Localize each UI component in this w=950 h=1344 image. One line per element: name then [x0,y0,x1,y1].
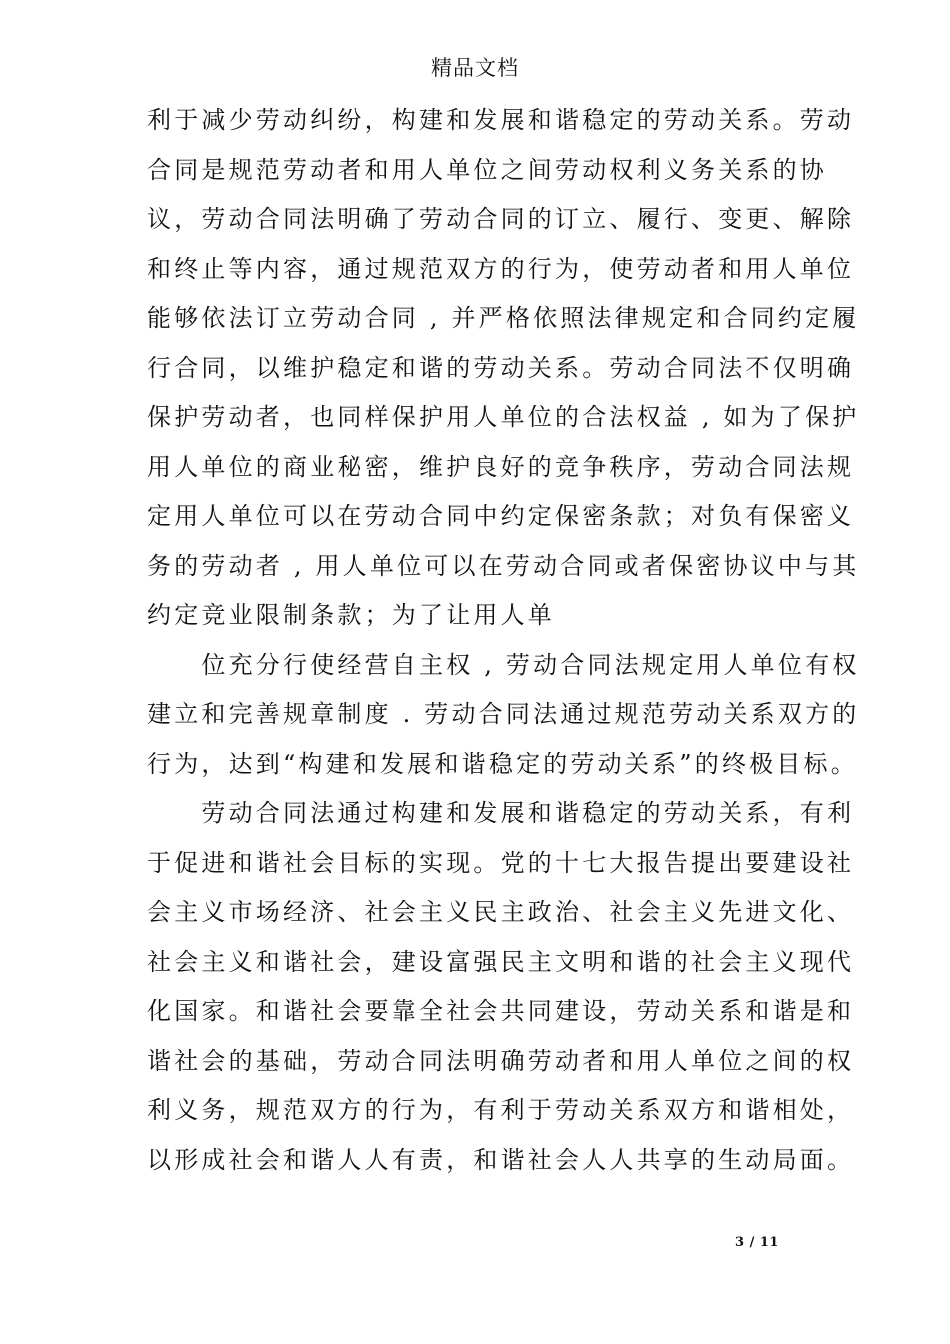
body-line: 会主义市场经济、社会主义民主政治、社会主义先进文化、 [147,898,855,926]
body-line: 化国家。和谐社会要靠全社会共同建设，劳动关系和谐是和 [147,997,855,1025]
body-line: 以形成社会和谐人人有责，和谐社会人人共享的生动局面。 [147,1145,855,1174]
body-line: 议，劳动合同法明确了劳动合同的订立、履行、变更、解除 [147,205,855,233]
body-line: 和终止等内容，通过规范双方的行为，使劳动者和用人单位 [147,254,855,283]
body-line: 务的劳动者 , 用人单位可以在劳动合同或者保密协议中与其 [147,551,860,580]
body-line: 约定竞业限制条款；为了让用人单 [147,601,555,629]
body-line: 行为，达到“构建和发展和谐稳定的劳动关系”的终极目标。 [147,749,858,778]
body-line: 建立和完善规章制度 . 劳动合同法通过规范劳动关系双方的 [147,700,860,728]
body-line: 社会主义和谐社会，建设富强民主文明和谐的社会主义现代 [147,947,855,976]
body-line: 利义务，规范双方的行为，有利于劳动关系双方和谐相处， [147,1096,855,1124]
body-line: 用人单位的商业秘密，维护良好的竞争秩序，劳动合同法规 [147,452,855,481]
paragraph-start-line: 位充分行使经营自主权 , 劳动合同法规定用人单位有权 [147,650,860,679]
body-line: 谐社会的基础，劳动合同法明确劳动者和用人单位之间的权 [147,1046,855,1075]
body-line: 于促进和谐社会目标的实现。党的十七大报告提出要建设社 [147,848,855,877]
body-line: 利于减少劳动纠纷，构建和发展和谐稳定的劳动关系。劳动 [147,106,855,134]
body-line: 行合同，以维护稳定和谐的劳动关系。劳动合同法不仅明确 [147,353,855,382]
body-line: 能够依法订立劳动合同 , 并严格依照法律规定和合同约定履 [147,304,860,332]
body-line: 合同是规范劳动者和用人单位之间劳动权利义务关系的协 [147,155,827,184]
document-body [147,96,860,1185]
page-header-title: 精品文档 [431,56,519,80]
page-number: 3 / 11 [735,1235,779,1250]
body-line: 保护劳动者，也同样保护用人单位的合法权益 , 如为了保护 [147,403,860,431]
body-line: 定用人单位可以在劳动合同中约定保密条款；对负有保密义 [147,502,855,530]
paragraph-start-line: 劳动合同法通过构建和发展和谐稳定的劳动关系，有利 [147,799,855,827]
